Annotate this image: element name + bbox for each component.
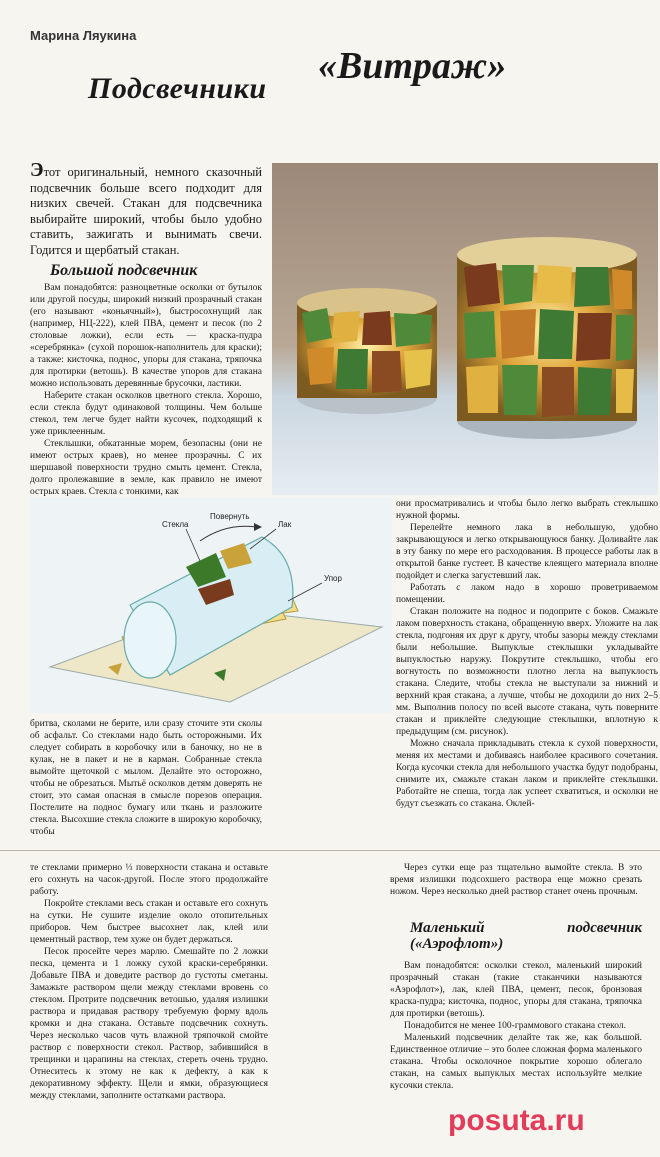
mid-left-text (30, 718, 262, 838)
label-lacquer: Лак (278, 520, 292, 529)
drop-cap: Э (30, 159, 44, 181)
page-title: Подсвечники (88, 72, 267, 105)
big-paragraph-3: Стеклышки, обкатанные морем, безопасны (они не имеют острых краев), но менее прозрачны. С их шершавой поверхности трудно смыть цемент. Стекла, долго пролежавшие в земле, как правило не имеют острых краев. Стекла с тонкими, как (30, 439, 262, 497)
large-candle-holder (457, 237, 637, 439)
watermark: posuta.ru (448, 1104, 585, 1137)
bottom-left-text (30, 862, 268, 1102)
bottom-left-paragraph-3: Песок просейте через марлю. Смешайте по 2 ложки песка, цемента и 1 ложку сухой краски-серебрянки. Добавьте ПВА и доведите раствор до густоты сметаны. Замажьте раствором щели между стеклами вровень со стеклом. Протрите подсвечник ветошью, удаляя излишки раствора и придавая раствору требуемую форму вдоль кромки и дна стакана. Оставьте подсвечник сохнуть. Через несколько часов чуть влажной тряпочкой смойте раствор с поверхности стекол. Раствор, забившийся в трещинки и царапины на стеклах, стереть очень трудно. Отнеситесь к этому не как к дефекту, а как к декоративному эффекту. Щели и ямки, образующиеся между стеклами, заполните остатками раствора. (30, 947, 268, 1101)
bottom-left-paragraph-2: Покройте стеклами весь стакан и оставьте его сохнуть на сутки. Не сушите изделие около отопительных приборов. Чем быстрее высохнет лак, клей или цементный раствор, тем хуже он будет держаться. (30, 899, 268, 945)
small-candle-holder (297, 288, 437, 414)
label-turn: Повернуть (210, 512, 250, 521)
bottom-right-paragraph-2: Вам понадобятся: осколки стекол, маленький широкий прозрачный стакан (такие стаканчики называются «Аэрофлот»), лак, клей ПВА, цемент, песок, бронзовая краска-пудра; кисточка, поднос, упоры для стакана, тряпочка для протирки (ветошь). (390, 961, 642, 1019)
right-column-text (396, 498, 658, 810)
right-paragraph-4: Стакан положите на поднос и подоприте с боков. Смажьте лаком поверхность стакана, обращенную вверх. Уложите на лак стекла, подгоняя их друг к другу, чтобы зазоры между стеклами были небольшие. Выпуклые стеклышки укладывайте выпуклостью наружу. Покрутите стеклышко, чтобы его вогнутость по возможности плотно легла на выпуклость стакана. Следите, чтобы стекла не выступали за нижний и верхний края стакана, а лучше, чтобы не доходили до них 2–5 мм. Выполнив полосу по всей высоте стакана, чуть поверните стакан и приклейте следующие стеклышки, вплотную к предыдущим (см. рисунок). (396, 607, 658, 737)
bottom-left-paragraph-1: те стеклами примерно ⅓ поверхности стакана и оставьте его сохнуть на часок-другой. После этого продолжайте работу. (30, 863, 268, 897)
section-heading-small: Маленький подсвечник («Аэрофлот») (410, 920, 642, 952)
technique-diagram (30, 497, 392, 713)
bottom-right-text (390, 862, 642, 1092)
mid-left-paragraph-1: бритва, сколами не берите, или сразу сточите эти сколы об асфальт. Со стеклами надо быть осторожными. Их следует собирать в коробочку или в баночку, но не в кулак, не в пакет и не в карман. Собранные стекла вымойте щеточкой с мылом. Делайте это осторожно, чтобы не обрезаться. Мытьё осколков детям доверять не стоит, это самая опасная в смысле порезов операция. Постелите на поднос бумагу или ткань и разложите стекла. Высохшие стекла сложите в широкую коробочку, чтобы (30, 719, 262, 837)
big-paragraph-1: Вам понадобятся: разноцветные осколки от бутылок или другой посуды, широкий низкий прозрачный стакан (его называют «коньячный»), быстросохнущий лак (например, НЦ-222), клей ПВА, цемент и песок (по 2 столовые ложки), если есть — краска-пудра «серебрянка» (сухой порошок-наполнитель для краски); а также: кисточка, поднос, упоры для стакана, тряпочка для протирки (ветошь). В качестве упоров для стакана можно использовать деревянные брусочки, ластики. (30, 283, 262, 389)
label-glass: Стекла (162, 520, 189, 529)
candle-holders-photo (272, 163, 658, 495)
big-paragraph-2: Наберите стакан осколков цветного стекла. Хорошо, если стекла будут одинаковой толщины. Чем больше стекол, тем легче будет найти кусочек, подходящий к уже приклеенным. (30, 391, 262, 437)
label-stop: Упор (324, 574, 342, 583)
author-name: Марина Ляукина (30, 28, 137, 43)
lead-paragraph (30, 159, 262, 258)
bottom-right-paragraph-3: Понадобится не менее 100-граммового стакана стекол. (404, 1021, 626, 1031)
page-title-accent: «Витраж» (318, 45, 507, 87)
section-heading-big: Большой подсвечник (50, 262, 198, 279)
right-paragraph-1: они просматривались и чтобы было легко выбрать стеклышко нужной формы. (396, 499, 658, 521)
right-paragraph-2: Перелейте немного лака в небольшую, удобно закрывающуюся и легко открывающуюся банку. Доливайте лак в эту банку по мере его расходования. В процессе работы лак в открытой банке густеет. В качестве клеящего материала вполне подойдет и слегка загустевший лак. (396, 523, 658, 581)
bottom-right-paragraph-4: Маленький подсвечник делайте так же, как большой. Единственное отличие – это более сложная форма маленького стакана. Чтобы осколочное покрытие хорошо облегало стакан, на самых выпуклых местах используйте мелкие кусочки стекла. (390, 1033, 642, 1091)
right-paragraph-5: Можно сначала прикладывать стекла к сухой поверхности, меняя их местами и добиваясь наиболее красивого сочетания. Когда кусочки стекла для небольшого участка будут подобраны, снимите их, смажьте стакан лаком и приклейте стеклышки. Работайте не спеша, тогда лак успеет схватиться, и осколки не будут съезжать со стакана. Оклей- (396, 739, 658, 809)
big-column-text (30, 282, 262, 498)
bottom-right-paragraph-1: Через сутки еще раз тщательно вымойте стекла. В это время излишки подсохшего раствора еще можно срезать ножом. Через несколько дней раствор станет очень прочным. (390, 863, 642, 897)
right-paragraph-3: Работать с лаком надо в хорошо проветриваемом помещении. (396, 583, 658, 605)
lead-text: тот оригинальный, немного сказочный подсвечник больше всего подходит для низких свечей. Стакан для подсвечника выбирайте широкий, чтобы было удобно ставить, зажигать и вынимать свечи. Годится и щербатый стакан. (30, 165, 262, 257)
section-divider (0, 850, 660, 851)
